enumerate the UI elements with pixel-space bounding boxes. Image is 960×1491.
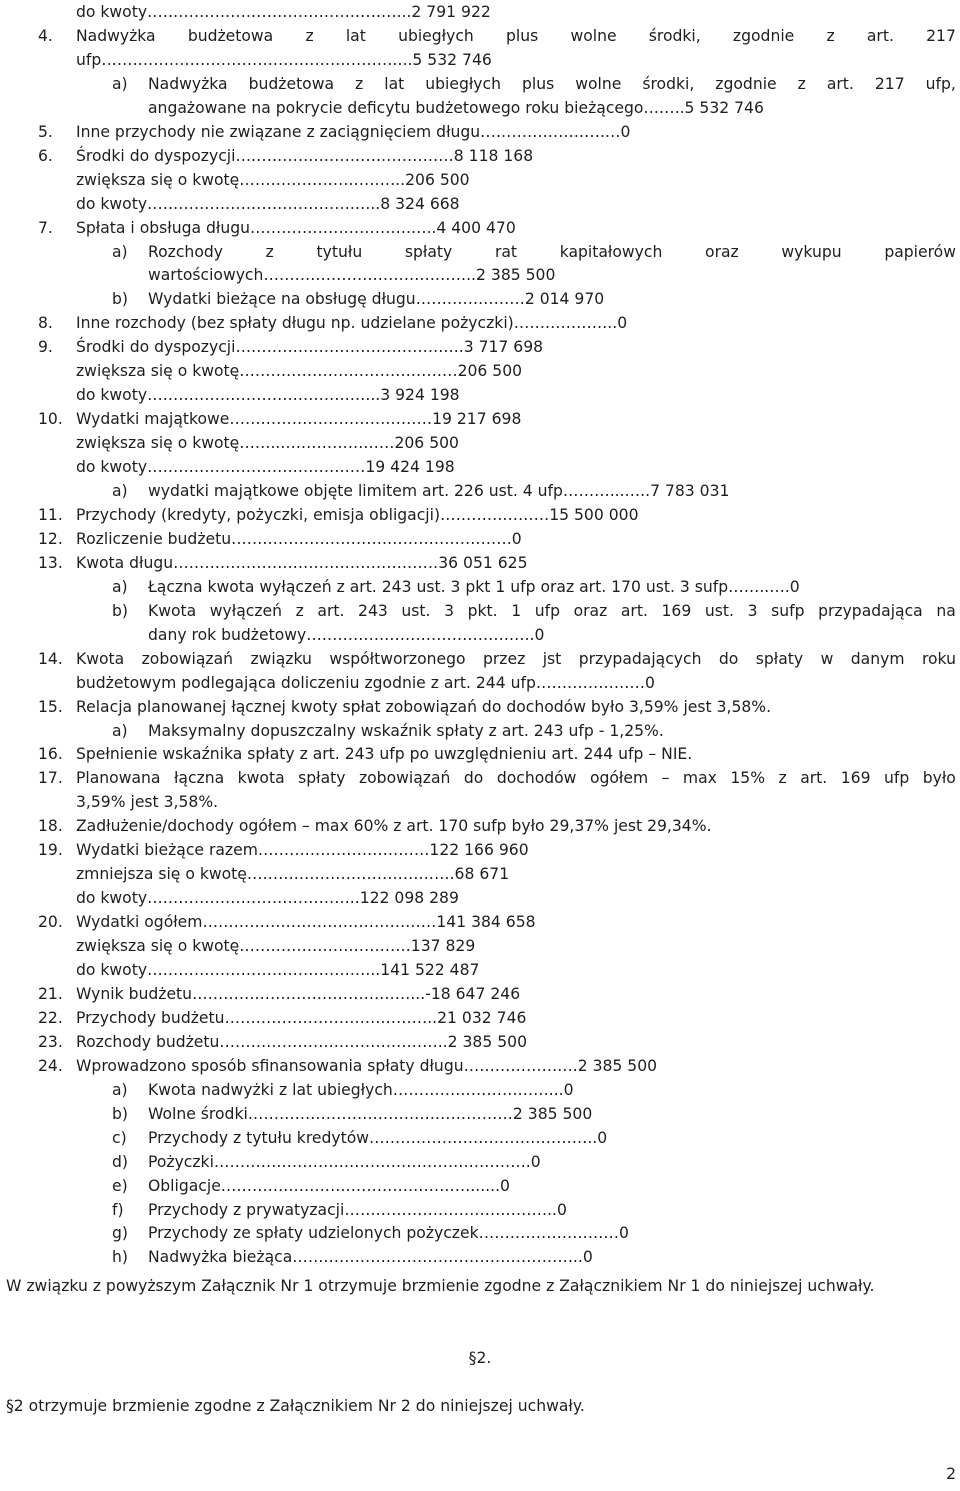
list-line	[0, 1030, 960, 1054]
list-line	[0, 695, 960, 719]
list-text: ufp…………………………………………………...5 532 746	[76, 50, 492, 69]
list-line	[0, 958, 960, 982]
list-text: wartościowych…………………………………..2 385 500	[148, 266, 556, 285]
list-marker: c)	[112, 1128, 127, 1147]
list-line	[0, 934, 960, 958]
list-text: budżetowym podlegająca doliczeniu zgodnie z art. 244 ufp…………………0	[76, 673, 655, 692]
list-line	[0, 144, 960, 168]
list-line	[0, 1150, 960, 1174]
list-line	[0, 647, 960, 671]
list-line	[0, 287, 960, 311]
list-marker: 6.	[38, 146, 53, 165]
list-text: Środki do dyspozycji……………………………………8 118 168	[76, 146, 534, 165]
list-text: Pożyczki…………………………………………………….0	[148, 1152, 541, 1171]
list-marker: 22.	[38, 1008, 63, 1027]
list-text: Kwota wyłączeń z art. 243 ust. 3 pkt. 1 ufp oraz art. 169 ust. 3 sufp przypadająca na	[148, 601, 956, 620]
list-text: Wydatki bieżące razem……………………………122 166 960	[76, 841, 529, 860]
closing-paragraph	[6, 1274, 958, 1298]
list-line	[0, 168, 960, 192]
list-marker: a)	[112, 74, 128, 93]
list-text: Kwota nadwyżki z lat ubiegłych…………………………...0	[148, 1080, 574, 1099]
list-line	[0, 1102, 960, 1126]
list-text: Kwota zobowiązań związku współtworzonego przez jst przypadających do spłaty w danym roku	[76, 649, 956, 668]
list-text: Relacja planowanej łącznej kwoty spłat zobowiązań do dochodów było 3,59% jest 3,58%.	[76, 697, 772, 716]
list-line	[0, 862, 960, 886]
list-line	[0, 599, 960, 623]
list-line	[0, 335, 960, 359]
list-line	[0, 1126, 960, 1150]
list-marker: a)	[112, 721, 128, 740]
section-heading-text: §2.	[468, 1349, 492, 1367]
list-marker: 18.	[38, 817, 63, 836]
list-text: zwiększa się o kwotę……………………………137 829	[76, 937, 476, 956]
list-text: Wolne środki……………………………………………2 385 500	[148, 1104, 593, 1123]
list-marker: 24.	[38, 1056, 63, 1075]
list-line	[0, 1198, 960, 1222]
list-text: Przychody ze spłaty udzielonych pożyczek………………………0	[148, 1224, 629, 1243]
list-text: Planowana łączna kwota spłaty zobowiązań do dochodów ogółem – max 15% z art. 169 ufp było	[76, 769, 956, 788]
list-text: Wydatki bieżące na obsługę długu…………………2 014 970	[148, 290, 605, 309]
list-text: Maksymalny dopuszczalny wskaźnik spłaty z art. 243 ufp - 1,25%.	[148, 721, 664, 740]
list-line	[0, 263, 960, 287]
list-line	[0, 1174, 960, 1198]
list-marker: b)	[112, 601, 128, 620]
list-text: dany rok budżetowy……………………………………..0	[148, 625, 545, 644]
list-text: Przychody z tytułu kredytów……………………………………..0	[148, 1128, 608, 1147]
list-marker: b)	[112, 290, 128, 309]
list-line	[0, 0, 960, 24]
list-marker: 10.	[38, 410, 63, 429]
closing-paragraph-text: W związku z powyższym Załącznik Nr 1 otrzymuje brzmienie zgodne z Załącznikiem Nr 1 do niniejszej uchwały.	[6, 1277, 875, 1295]
list-text: angażowane na pokrycie deficytu budżetowego roku bieżącego……..5 532 746	[148, 98, 764, 117]
list-marker: 20.	[38, 913, 63, 932]
list-text: do kwoty…………………………………..122 098 289	[76, 889, 459, 908]
list-text: zwiększa się o kwotę……………………………………206 500	[76, 362, 523, 381]
list-line	[0, 838, 960, 862]
list-text: Wydatki majątkowe…………………………………19 217 698	[76, 410, 522, 429]
list-line	[0, 72, 960, 96]
list-line	[0, 431, 960, 455]
list-line	[0, 311, 960, 335]
list-marker: b)	[112, 1104, 128, 1123]
list-text: Kwota długu……………………………………………36 051 625	[76, 553, 528, 572]
list-line	[0, 120, 960, 144]
list-text: Obligacje…………………………………………......0	[148, 1176, 510, 1195]
list-line	[0, 623, 960, 647]
list-line	[0, 359, 960, 383]
list-marker: 15.	[38, 697, 63, 716]
list-text: Nadwyżka bieżąca………………………………………………..0	[148, 1248, 593, 1267]
list-line	[0, 1078, 960, 1102]
list-text: Środki do dyspozycji……………………………………..3 717 698	[76, 338, 544, 357]
list-text: do kwoty……………………………………...3 924 198	[76, 386, 460, 405]
list-line	[0, 910, 960, 934]
list-text: do kwoty……………………………………...8 324 668	[76, 194, 460, 213]
list-line	[0, 216, 960, 240]
list-marker: e)	[112, 1176, 128, 1195]
list-line	[0, 1054, 960, 1078]
list-text: Przychody z prywatyzacji…………………………………..0	[148, 1200, 567, 1219]
list-marker: 14.	[38, 649, 63, 668]
list-text: Spłata i obsługa długu……………………………...4 400 470	[76, 218, 516, 237]
list-line	[0, 575, 960, 599]
list-line	[0, 551, 960, 575]
list-line	[0, 766, 960, 790]
list-text: do kwoty……………………………………19 424 198	[76, 458, 455, 477]
list-text: Wprowadzono sposób sfinansowania spłaty długu………………….2 385 500	[76, 1056, 658, 1075]
list-line	[0, 1221, 960, 1245]
list-line	[0, 982, 960, 1006]
list-text: Rozliczenie budżetu………………………………………………0	[76, 529, 522, 548]
list-line	[0, 527, 960, 551]
section-heading	[0, 1346, 960, 1370]
list-line	[0, 1006, 960, 1030]
list-text: Wynik budżetu……………………………………...-18 647 246	[76, 984, 521, 1003]
list-line	[0, 719, 960, 743]
list-text: do kwoty……………………………………...141 522 487	[76, 961, 480, 979]
list-text: zwiększa się o kwotę……...…………………206 500	[76, 434, 459, 453]
list-text: Łączna kwota wyłączeń z art. 243 ust. 3 pkt 1 ufp oraz art. 170 ust. 3 sufp……..….0	[148, 577, 800, 596]
list-line	[0, 790, 960, 814]
list-line	[0, 742, 960, 766]
list-line	[0, 1245, 960, 1269]
list-line	[0, 814, 960, 838]
list-line	[0, 96, 960, 120]
list-marker: 16.	[38, 745, 63, 764]
list-line	[0, 192, 960, 216]
list-line	[0, 455, 960, 479]
list-text: 3,59% jest 3,58%.	[76, 793, 219, 812]
list-text: Inne przychody nie związane z zaciągnięciem długu………………………0	[76, 122, 631, 141]
list-line	[0, 671, 960, 695]
list-line	[0, 383, 960, 407]
list-marker: f)	[112, 1200, 124, 1219]
list-marker: d)	[112, 1152, 128, 1171]
list-marker: 4.	[38, 26, 53, 45]
list-line	[0, 479, 960, 503]
list-text: Inne rozchody (bez spłaty długu np. udzielane pożyczki)………………..0	[76, 314, 628, 333]
list-text: Przychody (kredyty, pożyczki, emisja obligacji)…………………15 500 000	[76, 505, 639, 524]
page-number: 2	[946, 1465, 956, 1483]
list-line	[0, 240, 960, 264]
list-marker: 23.	[38, 1032, 63, 1051]
list-text: Wydatki ogółem………………………………………141 384 658	[76, 913, 536, 932]
list-marker: 5.	[38, 122, 53, 141]
list-text: Nadwyżka budżetowa z lat ubiegłych plus wolne środki, zgodnie z art. 217 ufp,	[148, 74, 956, 93]
list-text: zwiększa się o kwotę…………………………..206 500	[76, 170, 470, 189]
list-marker: g)	[112, 1224, 128, 1243]
list-marker: 21.	[38, 984, 63, 1003]
list-marker: 11.	[38, 505, 63, 524]
list-text: Rozchody budżetu……………………………………..2 385 500	[76, 1032, 527, 1051]
list-text: Zadłużenie/dochody ogółem – max 60% z art. 170 sufp było 29,37% jest 29,34%.	[76, 817, 712, 836]
list-line	[0, 48, 960, 72]
list-marker: a)	[112, 1080, 128, 1099]
list-marker: 8.	[38, 314, 53, 333]
list-marker: 9.	[38, 338, 53, 357]
list-text: wydatki majątkowe objęte limitem art. 226 ust. 4 ufp………...…..7 783 031	[148, 482, 730, 500]
list-text: Rozchody z tytułu spłaty rat kapitałowych oraz wykupu papierów	[148, 242, 956, 261]
list-text: zmniejsza się o kwotę………………………………….68 671	[76, 865, 510, 884]
section-paragraph-text: §2 otrzymuje brzmienie zgodne z Załącznikiem Nr 2 do niniejszej uchwały.	[6, 1397, 585, 1415]
list-text: Przychody budżetu…………………………………..21 032 746	[76, 1008, 527, 1027]
list-line	[0, 503, 960, 527]
list-text: Nadwyżka budżetowa z lat ubiegłych plus wolne środki, zgodnie z art. 217	[76, 26, 956, 45]
section-paragraph	[6, 1394, 958, 1418]
list-marker: 19.	[38, 841, 63, 860]
list-line	[0, 886, 960, 910]
list-line	[0, 24, 960, 48]
list-marker: 13.	[38, 553, 63, 572]
list-line	[0, 407, 960, 431]
list-marker: 17.	[38, 769, 63, 788]
list-text: Spełnienie wskaźnika spłaty z art. 243 ufp po uwzględnieniu art. 244 ufp – NIE.	[76, 745, 693, 764]
list-marker: a)	[112, 577, 128, 596]
list-marker: 7.	[38, 218, 53, 237]
list-marker: a)	[112, 242, 128, 261]
list-marker: 12.	[38, 529, 63, 548]
list-marker: h)	[112, 1248, 128, 1267]
list-text: do kwoty…………………………………………...2 791 922	[76, 3, 491, 21]
list-marker: a)	[112, 482, 128, 500]
